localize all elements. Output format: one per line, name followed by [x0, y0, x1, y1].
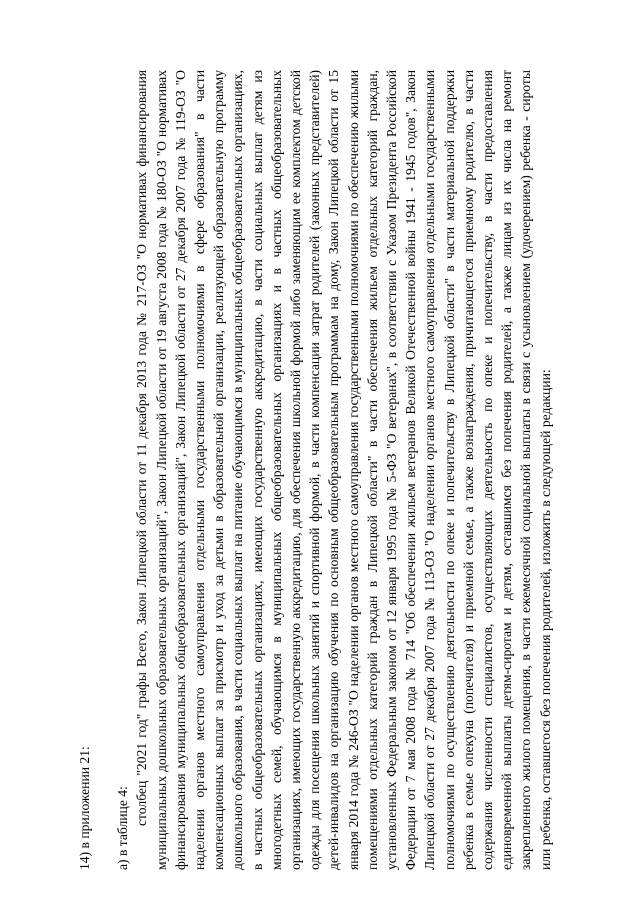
rotated-text-block [75, 70, 635, 870]
sub-heading: а) в таблице 4: [115, 786, 131, 870]
item-heading: 14) в приложении 21: [77, 746, 92, 870]
body-paragraph: столбец "2021 год" графы Всего, Закон Липецкой области от 11 декабря 2013 года № 217-ОЗ "О нормативах финансирования муниципальных дошкольных образовательных организаций", Закон Липецкой области от 19 августа 2008 года № 180-ОЗ "О нормативах финансирования муниципальных общеобразовательных организаций", Закон Липецкой области от 27 декабря 2007 года № 119-ОЗ "О наделении органов местного самоуправления отдельными государственными полномочиями в сфере образования" в части компенсационных выплат за присмотр и уход за детьми в образовательной организации, реализующей образовательную программу дошкольного образования, в части социальных выплат на питание обучающимся в муниципальных общеобразовательных организациях, в частных общеобразовательных организациях, имеющих государственную аккредитацию, в части социальных выплат детям из многодетных семей, обучающимся в муниципальных общеобразовательных организациях и в частных общеобразовательных организациях, имеющих государственную аккредитацию, для обеспечения школьной формой либо заменяющим ее комплектом детской одежды для посещения школьных занятий и спортивной формой, в части компенсации затрат родителей (законных представителей) детей-инвалидов на организацию обучения по основным общеобразовательным программам на дому, Закон Липецкой области от 15 января 2014 года № 246-ОЗ "О наделении органов местного самоуправления государственными полномочиями по обеспечению жилыми помещениями отдельных категорий граждан в Липецкой области" в части обеспечения жильем отдельных категорий граждан, установленных Федеральным законом от 12 января 1995 года № 5-ФЗ "О ветеранах", в соответствии с Указом Президента Российской Федерации от 7 мая 2008 года № 714 "Об обеспечении жильем ветеранов Великой Отечественной войны 1941 - 1945 годов", Закон Липецкой области от 27 декабря 2007 года № 113-ОЗ "О наделении органов местного самоуправления отдельными государственными полномочиями по осуществлению деятельности по опеке и попечительству в Липецкой области" в части материальной поддержки ребенка в семье опекуна (попечителя) и приемной семье, а также вознаграждения, причитающегося приемному родителю, в части содержания численности специалистов, осуществляющих деятельность по опеке и попечительству, в части предоставления единовременной выплаты детям-сиротам и детям, оставшимся без попечения родителей, а также лицам из их числа на ремонт закрепленного жилого помещения, в части ежемесячной социальной выплаты в связи с усыновлением (удочерением) ребенка - сироты или ребенка, оставшегося без попечения родителей, изложить в следующей редакции: [134, 70, 553, 870]
